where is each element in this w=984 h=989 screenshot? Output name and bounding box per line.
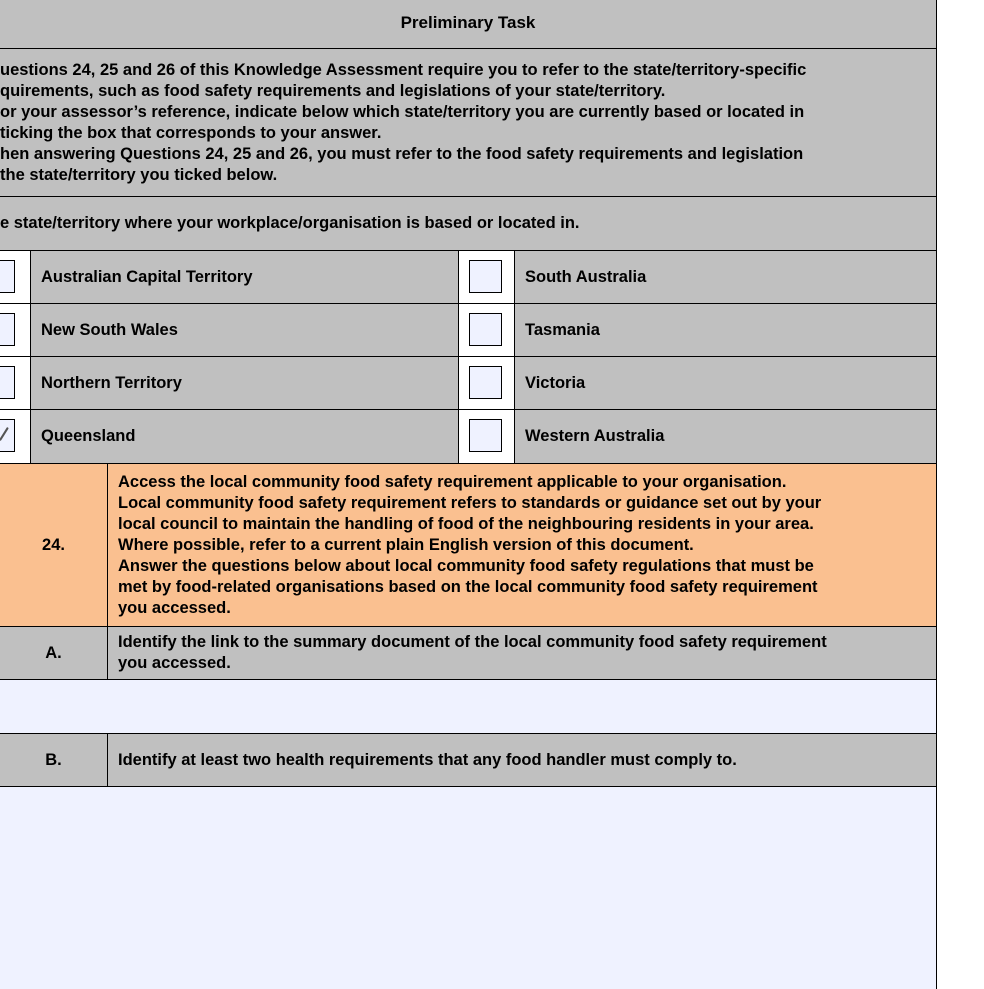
checkbox-nsw[interactable] [0, 313, 15, 346]
instruction-line: or your assessor’s reference, indicate below which state/territory you are currently based or located in [0, 103, 805, 121]
row-divider [0, 733, 937, 734]
part-a-question [108, 627, 936, 679]
question-line: Identify the link to the summary document of the local community food safety requirement [118, 633, 827, 651]
question-line: local council to maintain the handling of food of the neighbouring residents in your area. [118, 515, 814, 533]
instruction-line: ticking the box that corresponds to your answer. [0, 124, 382, 142]
column-divider [107, 733, 108, 787]
row-divider [0, 196, 937, 197]
checkbox-sa[interactable] [469, 260, 502, 293]
row-divider [0, 786, 937, 787]
checkbox-qld[interactable] [0, 419, 15, 452]
row-divider [0, 409, 937, 410]
checkbox-act[interactable] [0, 260, 15, 293]
state-label-nsw: New South Wales [31, 304, 458, 356]
checkbox-nt[interactable] [0, 366, 15, 399]
row-divider [0, 48, 937, 49]
instruction-line: quirements, such as food safety requirements and legislations of your state/territory. [0, 82, 666, 100]
row-divider [0, 303, 937, 304]
question-line: met by food-related organisations based on the local community food safety requirement [118, 578, 818, 596]
instructions [0, 49, 936, 196]
instruction-line: hen answering Questions 24, 25 and 26, you must refer to the food safety requirements and legislation [0, 145, 804, 163]
column-divider [458, 250, 459, 464]
table-border-right [936, 0, 937, 989]
question-number: 24. [0, 464, 107, 626]
row-divider [0, 463, 937, 464]
part-b-letter: B. [0, 734, 107, 786]
question-line: Local community food safety requirement refers to standards or guidance set out by your [118, 494, 822, 512]
state-label-wa: Western Australia [515, 410, 936, 463]
question-line: Access the local community food safety requirement applicable to your organisation. [118, 473, 787, 491]
instruction-line: uestions 24, 25 and 26 of this Knowledge Assessment require you to refer to the state/territory-specific [0, 61, 807, 79]
section-title: Preliminary Task [0, 0, 936, 48]
question-text [108, 464, 936, 626]
row-divider [0, 250, 937, 251]
question-line: you accessed. [118, 654, 231, 672]
checkbox-vic[interactable] [469, 366, 502, 399]
instruction-line: the state/territory you ticked below. [0, 166, 278, 184]
question-line: Answer the questions below about local community food safety regulations that must be [118, 557, 814, 575]
state-label-sa: South Australia [515, 251, 936, 303]
question-line: you accessed. [118, 599, 231, 617]
checkbox-wa[interactable] [469, 419, 502, 452]
state-label-vic: Victoria [515, 357, 936, 409]
row-divider [0, 626, 937, 627]
row-divider [0, 679, 937, 680]
row-divider [0, 356, 937, 357]
state-label-tas: Tasmania [515, 304, 936, 356]
state-label-act: Australian Capital Territory [31, 251, 458, 303]
column-divider [107, 463, 108, 680]
part-b-question: Identify at least two health requirements that any food handler must comply to. [108, 734, 936, 786]
part-a-answer-field[interactable] [0, 680, 936, 733]
checkmark-icon [0, 423, 13, 445]
state-heading: e state/territory where your workplace/organisation is based or located in. [0, 197, 936, 250]
question-line: Where possible, refer to a current plain English version of this document. [118, 536, 694, 554]
state-label-nt: Northern Territory [31, 357, 458, 409]
checkbox-tas[interactable] [469, 313, 502, 346]
column-divider [514, 250, 515, 464]
part-a-letter: A. [0, 627, 107, 679]
part-b-answer-field[interactable] [0, 787, 936, 989]
state-label-qld: Queensland [31, 410, 458, 463]
column-divider [30, 250, 31, 464]
